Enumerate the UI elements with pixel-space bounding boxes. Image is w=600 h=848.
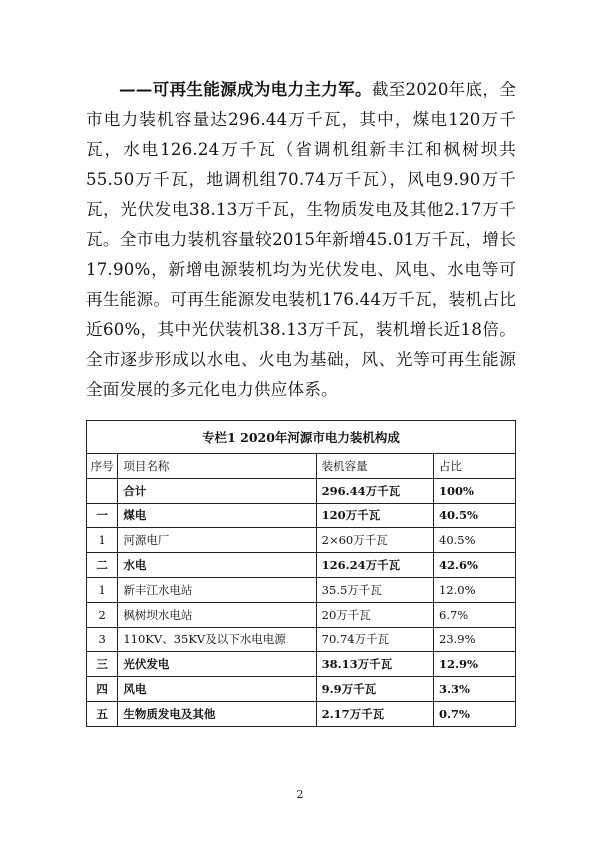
row-share: 23.9% bbox=[434, 627, 516, 652]
table-row bbox=[87, 528, 516, 553]
row-share: 3.3% bbox=[434, 677, 516, 702]
row-share: 40.5% bbox=[434, 528, 516, 553]
row-index: 3 bbox=[87, 627, 118, 652]
table-row bbox=[87, 701, 516, 726]
row-share: 40.5% bbox=[434, 503, 516, 528]
table-row bbox=[87, 677, 516, 702]
row-capacity: 35.5万千瓦 bbox=[316, 577, 433, 602]
row-item: 水电 bbox=[118, 553, 316, 578]
row-item: 110KV、35KV及以下水电电源 bbox=[118, 627, 316, 652]
header-item: 项目名称 bbox=[118, 454, 316, 479]
row-item: 风电 bbox=[118, 677, 316, 702]
row-item: 枫树坝水电站 bbox=[118, 602, 316, 627]
table-row bbox=[87, 602, 516, 627]
row-index: 1 bbox=[87, 577, 118, 602]
row-item: 新丰江水电站 bbox=[118, 577, 316, 602]
table-row bbox=[87, 503, 516, 528]
header-share: 占比 bbox=[434, 454, 516, 479]
table-row bbox=[87, 577, 516, 602]
row-item: 光伏发电 bbox=[118, 652, 316, 677]
row-item: 生物质发电及其他 bbox=[118, 701, 316, 726]
table-row bbox=[87, 627, 516, 652]
header-capacity: 装机容量 bbox=[316, 454, 433, 479]
row-item: 煤电 bbox=[118, 503, 316, 528]
row-share: 12.9% bbox=[434, 652, 516, 677]
row-index: 2 bbox=[87, 602, 118, 627]
row-item: 河源电厂 bbox=[118, 528, 316, 553]
table-header-row bbox=[87, 454, 516, 479]
row-index bbox=[87, 478, 118, 503]
row-capacity: 38.13万千瓦 bbox=[316, 652, 433, 677]
row-index: 三 bbox=[87, 652, 118, 677]
table-row bbox=[87, 478, 516, 503]
table-caption: 专栏1 2020年河源市电力装机构成 bbox=[87, 421, 516, 454]
row-capacity: 20万千瓦 bbox=[316, 602, 433, 627]
row-item: 合计 bbox=[118, 478, 316, 503]
row-share: 12.0% bbox=[434, 577, 516, 602]
row-capacity: 70.74万千瓦 bbox=[316, 627, 433, 652]
row-share: 42.6% bbox=[434, 553, 516, 578]
body-paragraph bbox=[86, 74, 516, 405]
row-capacity: 296.44万千瓦 bbox=[316, 478, 433, 503]
row-index: 五 bbox=[87, 701, 118, 726]
row-index: 1 bbox=[87, 528, 118, 553]
row-share: 6.7% bbox=[434, 602, 516, 627]
page-number: 2 bbox=[296, 788, 304, 801]
row-capacity: 9.9万千瓦 bbox=[316, 677, 433, 702]
paragraph-heading: ——可再生能源成为电力主力军。 bbox=[119, 79, 372, 99]
row-index: 四 bbox=[87, 677, 118, 702]
table-row bbox=[87, 652, 516, 677]
paragraph-body: 截至2020年底，全市电力装机容量达296.44万千瓦，其中，煤电120万千瓦，水电126.24万千瓦（省调机组新丰江和枫树坝共55.50万千瓦，地调机组70.74万千瓦），风电9.90万千瓦，光伏发电38.13万千瓦，生物质发电及其他2.17万千瓦。全市电力装机容量较2015年新增45.01万千瓦，增长17.90%，新增电源装机均为光伏发电、风电、水电等可再生能源。可再生能源发电装机176.44万千瓦，装机占比近60%，其中光伏装机38.13万千瓦，装机增长近18倍。全市逐步形成以水电、火电为基础，风、光等可再生能源全面发展的多元化电力供应体系。 bbox=[86, 80, 517, 399]
row-capacity: 126.24万千瓦 bbox=[316, 553, 433, 578]
capacity-table bbox=[86, 420, 516, 727]
row-index: 二 bbox=[87, 553, 118, 578]
row-capacity: 2.17万千瓦 bbox=[316, 701, 433, 726]
row-index: 一 bbox=[87, 503, 118, 528]
row-capacity: 120万千瓦 bbox=[316, 503, 433, 528]
row-share: 100% bbox=[434, 478, 516, 503]
row-share: 0.7% bbox=[434, 701, 516, 726]
row-capacity: 2×60万千瓦 bbox=[316, 528, 433, 553]
table-row bbox=[87, 553, 516, 578]
header-index: 序号 bbox=[87, 454, 118, 479]
